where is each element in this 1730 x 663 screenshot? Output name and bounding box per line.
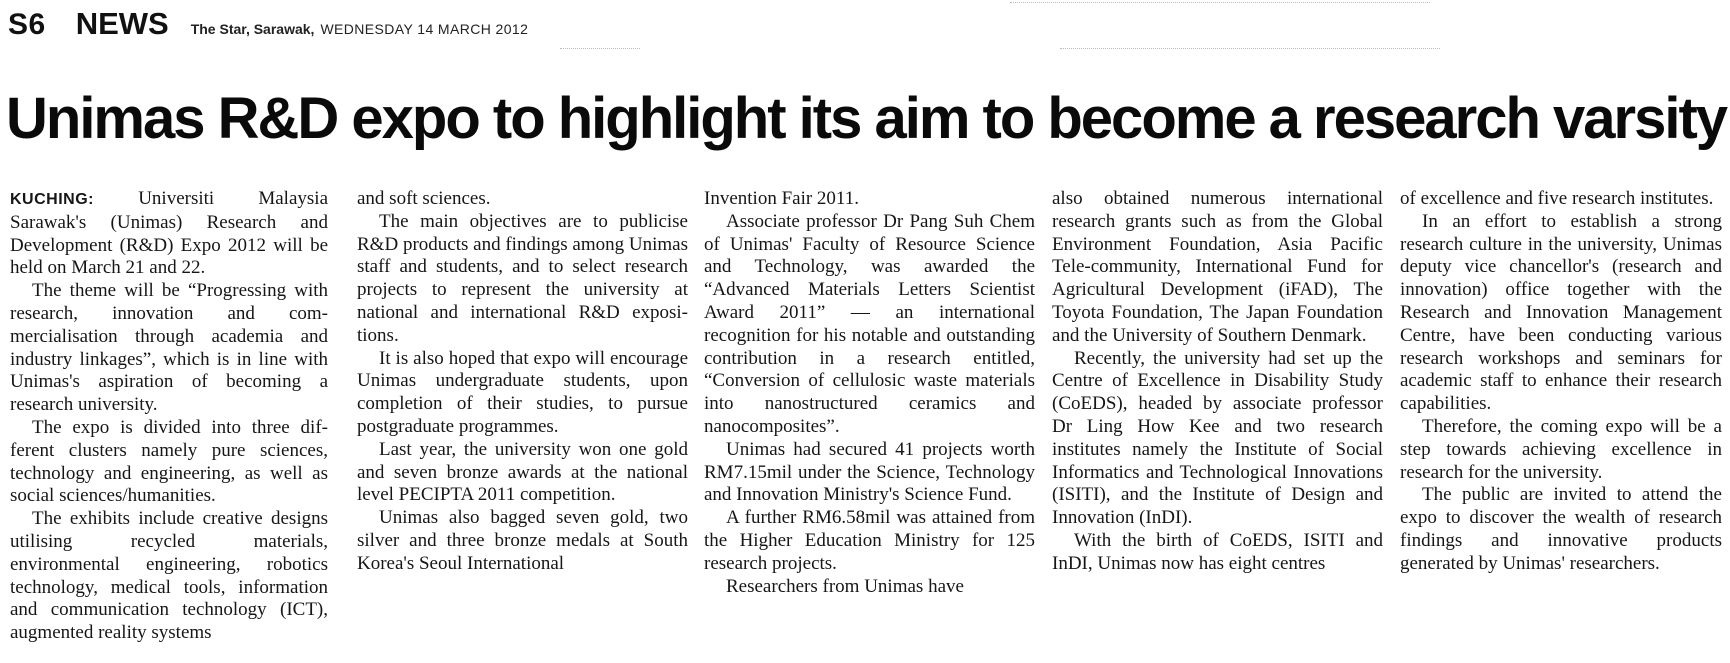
paragraph: Associate professor Dr Pang Suh Chem of Unimas' Faculty of Resource Science and Technology, was awarded the “Advanced Materials Letters Scientist Award 2011” — an international recognition for his notable and outstanding contribution in a research entitled, “Conversion of cellulosic waste materials into nanostructured ceramics and nanocomposites”. — [704, 210, 1035, 437]
paragraph: Unimas also bagged seven gold, two silver and three bronze medals at South Korea's Seoul International — [357, 507, 688, 574]
article-column-3 — [704, 188, 1035, 598]
article-column-5 — [1400, 188, 1722, 576]
section-title: NEWS — [75, 6, 169, 41]
paragraph: Last year, the university won one gold and seven bronze awards at the national level PECIPTA 2011 competition. — [357, 438, 688, 506]
article-body — [10, 188, 1722, 658]
article-column-1 — [10, 188, 328, 645]
paragraph: Unimas had secured 41 projects worth RM7.15mil under the Science, Technology and Innovation Ministry's Science Fund. — [704, 438, 1035, 506]
masthead — [8, 6, 1722, 46]
page-number: S6 — [8, 8, 46, 41]
paragraph: also obtained numerous international research grants such as from the Global Environment Foundation, Asia Pacific Tele-community, International Fund for Agricultural Development (iFAD), The Toyota Foundation, The Japan Foundation and the University of Southern Denmark. — [1052, 188, 1383, 346]
headline: Unimas R&D expo to highlight its aim to become a research varsity — [6, 86, 1727, 151]
publication-date: WEDNESDAY 14 MARCH 2012 — [320, 21, 529, 37]
publication-name: The Star, Sarawak, — [190, 21, 315, 37]
top-rule — [1010, 2, 1430, 3]
paragraph: With the birth of CoEDS, ISITI and InDI, Unimas now has eight centres — [1052, 529, 1383, 574]
paragraph — [10, 188, 328, 280]
header-rule-left — [560, 48, 640, 49]
paragraph: A further RM6.58mil was attained from the Higher Education Ministry for 125 research projects. — [704, 507, 1035, 574]
dateline: KUCHING: — [10, 191, 94, 208]
paragraph: The theme will be “Progressing with research, innovation and commercialisation through academia and industry linkages”, which is in line with Unimas's aspiration of becoming a research university. — [10, 280, 328, 416]
header-rule-right — [1060, 48, 1440, 49]
paragraph: In an effort to establish a strong research culture in the university, Unimas deputy vice chancellor's (research and innovation) office together with the Research and Innovation Management Centre, have been conducting various research workshops and seminars for academic staff to enhance their research capabilities. — [1400, 210, 1722, 415]
paragraph: Recently, the university had set up the Centre of Excellence in Disability Study (CoEDS), headed by associate professor Dr Ling How Kee and two research institutes namely the Institute of Social Informatics and Technological Innovations (ISITI), and the Institute of Design and Innovation (InDI). — [1052, 347, 1383, 529]
paragraph: of excellence and five research institutes. — [1400, 188, 1714, 209]
paragraph: The exhibits include creative designs utilising recycled materials, environmental engineering, robotics technology, medical tools, information and communication technology (ICT), augmented reality systems — [10, 508, 328, 644]
paragraph: Therefore, the coming expo will be a step towards achieving excellence in research for the university. — [1400, 415, 1722, 483]
paragraph: The public are invited to attend the expo to discover the wealth of research findings and innovative products generated by Unimas' researchers. — [1400, 484, 1722, 574]
article-column-2 — [357, 188, 688, 576]
paragraph: The main objectives are to publicise R&D products and findings among Unimas staff and students, and to select research projects to represent the university at national and international R&D expositions. — [357, 210, 688, 346]
paragraph: The expo is divided into three different clusters namely pure sciences, technology and engineering, as well as social sciences/humanities. — [10, 416, 328, 507]
paragraph: Researchers from Unimas have — [726, 575, 964, 597]
article-column-4 — [1052, 188, 1383, 576]
paragraph: and soft sciences. — [357, 188, 491, 209]
paragraph-text: Universiti Malaysia Sarawak's (Unimas) Research and Development (R&D) Expo 2012 will be held on March 21 and 22. — [10, 188, 329, 279]
paragraph: Invention Fair 2011. — [704, 188, 859, 209]
paragraph: It is also hoped that expo will encourage Unimas undergraduate students, upon completion of their studies, to pursue postgraduate programmes. — [357, 347, 688, 437]
